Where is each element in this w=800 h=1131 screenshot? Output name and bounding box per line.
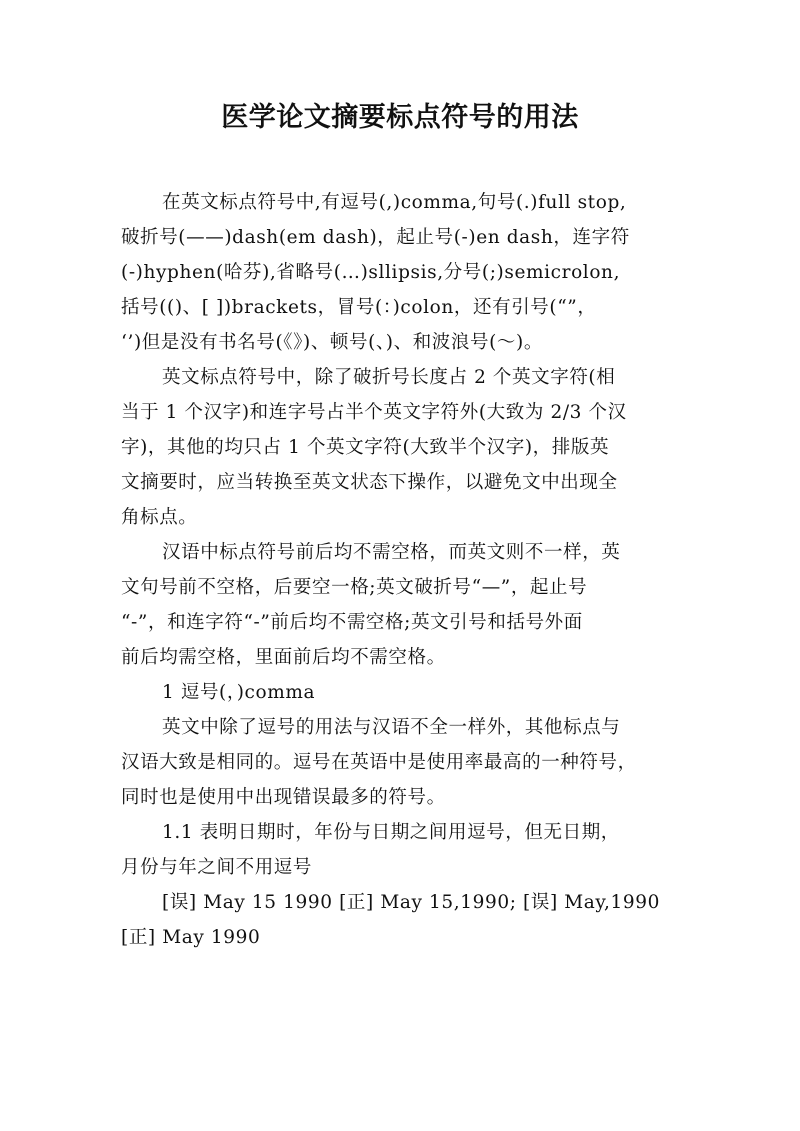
text-line: 英文中除了逗号的用法与汉语不全一样外，其他标点与 [162,717,621,738]
text-line: 破折号(——)dash(em dash)，起止号(-)en dash，连字符 [121,227,630,248]
document-body [121,185,681,955]
text-line: 当于 1 个汉字)和连字号占半个英文字符外(大致为 2/3 个汉 [121,402,627,423]
section-heading: 1 逗号(，)comma [162,682,316,703]
text-line: 前后均需空格，里面前后均不需空格。 [121,647,446,668]
document-title: 医学论文摘要标点符号的用法 [221,102,579,133]
example-line: [正] May 1990 [121,927,261,948]
text-line: ‘’)但是没有书名号(《》)、顿号(、)、和波浪号(～)。 [121,332,543,353]
text-line: 括号(()、[ ])brackets，冒号(：)colon，还有引号(“”， [121,297,597,318]
example-line: [误] May 15 1990 [正] May 15,1990; [误] May,1990 [162,892,660,913]
text-line: (-)hyphen(哈芬),省略号(…)sllipsis,分号(;)semicrolon, [121,262,621,283]
text-line: 文摘要时，应当转换至英文状态下操作，以避免文中出现全 [121,472,618,493]
text-line: 月份与年之间不用逗号 [121,857,313,878]
text-line: 在英文标点符号中,有逗号(,)comma,句号(.)full stop, [162,192,627,213]
text-line: 同时也是使用中出现错误最多的符号。 [121,787,446,808]
text-line: 文句号前不空格，后要空一格;英文破折号“—”，起止号 [121,577,588,598]
text-line: 汉语大致是相同的。逗号在英语中是使用率最高的一种符号， [121,752,637,773]
text-line: 英文标点符号中，除了破折号长度占 2 个英文字符(相 [162,367,616,388]
text-line: 字)，其他的均只占 1 个英文字符(大致半个汉字)，排版英 [121,437,610,458]
subsection-heading: 1.1 表明日期时，年份与日期之间用逗号，但无日期， [162,822,620,843]
text-line: 汉语中标点符号前后均不需空格，而英文则不一样，英 [162,542,621,563]
text-line: 角标点。 [121,507,198,528]
text-line: “-”，和连字符“-”前后均不需空格;英文引号和括号外面 [121,612,583,633]
